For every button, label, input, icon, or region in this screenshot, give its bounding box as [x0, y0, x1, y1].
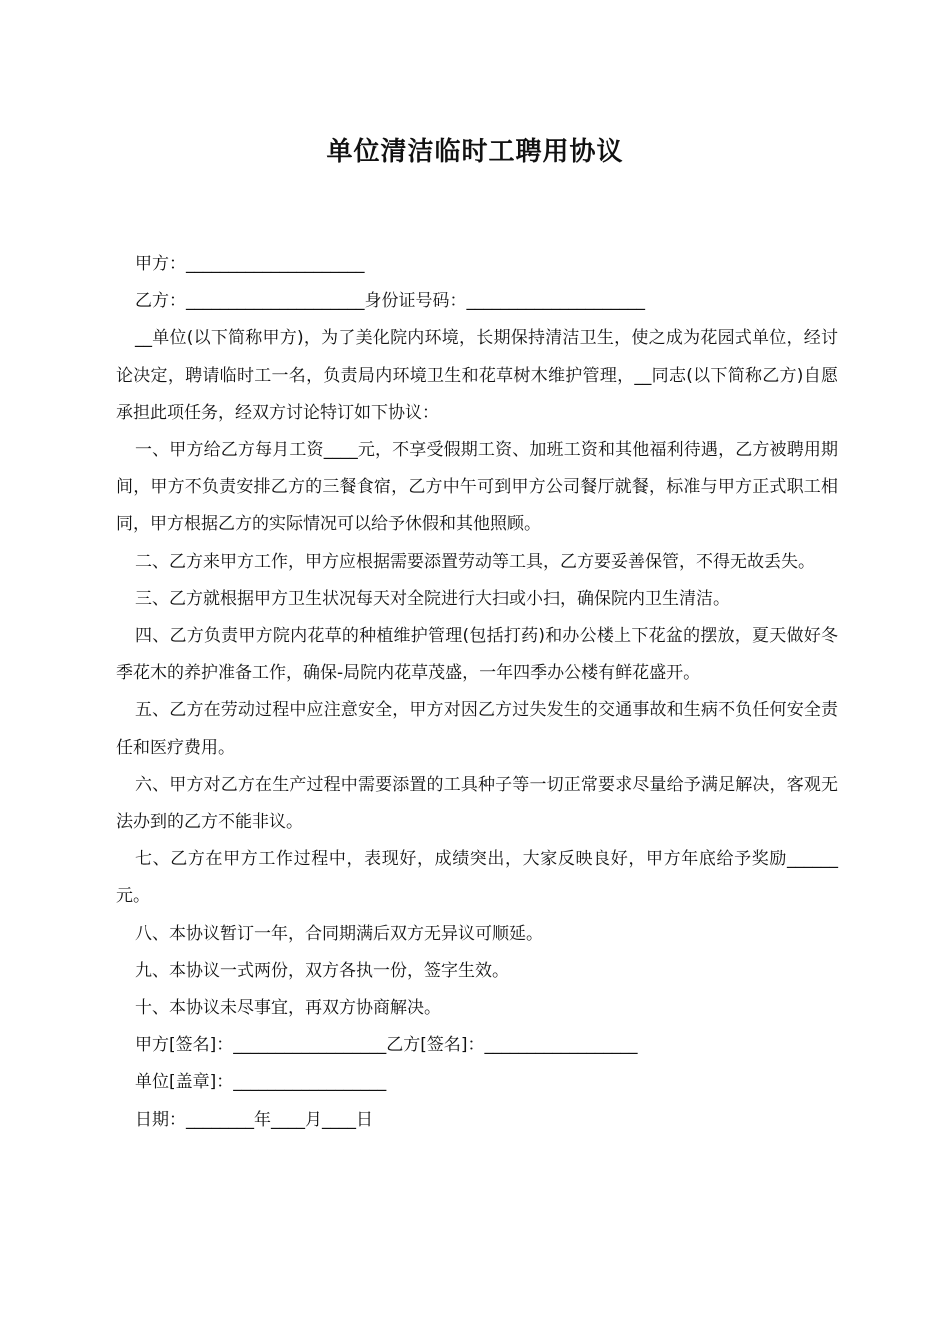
date-line: 日期：________年____月____日: [135, 1109, 373, 1130]
party-a-line: 甲方：_____________________: [135, 254, 365, 274]
clause-9: 九、本协议一式两份，双方各执一份，签字生效。: [135, 960, 509, 981]
clause-7: 七、乙方在甲方工作过程中，表现好，成绩突出，大家反映良好，甲方年底给予奖励______元。: [116, 849, 838, 907]
clause-1: 一、甲方给乙方每月工资____元，不享受假期工资、加班工资和其他福利待遇，乙方被聘用期间，甲方不负责安排乙方的三餐食宿，乙方中午可到甲方公司餐厅就餐，标准与甲方正式职工相同，甲方根据乙方的实际情况可以给予休假和其他照顾。: [116, 440, 838, 535]
clause-5: 五、乙方在劳动过程中应注意安全，甲方对因乙方过失发生的交通事故和生病不负任何安全责任和医疗费用。: [116, 700, 838, 758]
document-body: [116, 246, 838, 1139]
signature-line: 甲方[签名]：__________________乙方[签名]：__________________: [135, 1035, 638, 1056]
clause-3: 三、乙方就根据甲方卫生状况每天对全院进行大扫或小扫，确保院内卫生清洁。: [135, 588, 730, 609]
clause-8: 八、本协议暂订一年，合同期满后双方无异议可顺延。: [135, 923, 543, 944]
clause-2: 二、乙方来甲方工作，甲方应根据需要添置劳动等工具，乙方要妥善保管，不得无故丢失。: [135, 551, 815, 572]
clause-6: 六、甲方对乙方在生产过程中需要添置的工具种子等一切正常要求尽量给予满足解决，客观无法办到的乙方不能非议。: [116, 774, 838, 833]
seal-line: 单位[盖章]：__________________: [135, 1072, 387, 1093]
document-title: 单位清洁临时工聘用协议: [326, 137, 624, 167]
party-b-line: 乙方：_____________________身份证号码：_____________________: [135, 291, 645, 312]
clause-10: 十、本协议未尽事宜，再双方协商解决。: [135, 998, 441, 1019]
intro-paragraph: __单位(以下简称甲方)，为了美化院内环境，长期保持清洁卫生，使之成为花园式单位，经讨论决定，聘请临时工一名，负责局内环境卫生和花草树木维护管理，__同志(以下简称乙方)自愿承担此项任务，经双方讨论特订如下协议：: [116, 328, 838, 423]
clause-4: 四、乙方负责甲方院内花草的种植维护管理(包括打药)和办公楼上下花盆的摆放，夏天做好冬季花木的养护准备工作，确保-局院内花草茂盛，一年四季办公楼有鲜花盛开。: [116, 626, 838, 684]
